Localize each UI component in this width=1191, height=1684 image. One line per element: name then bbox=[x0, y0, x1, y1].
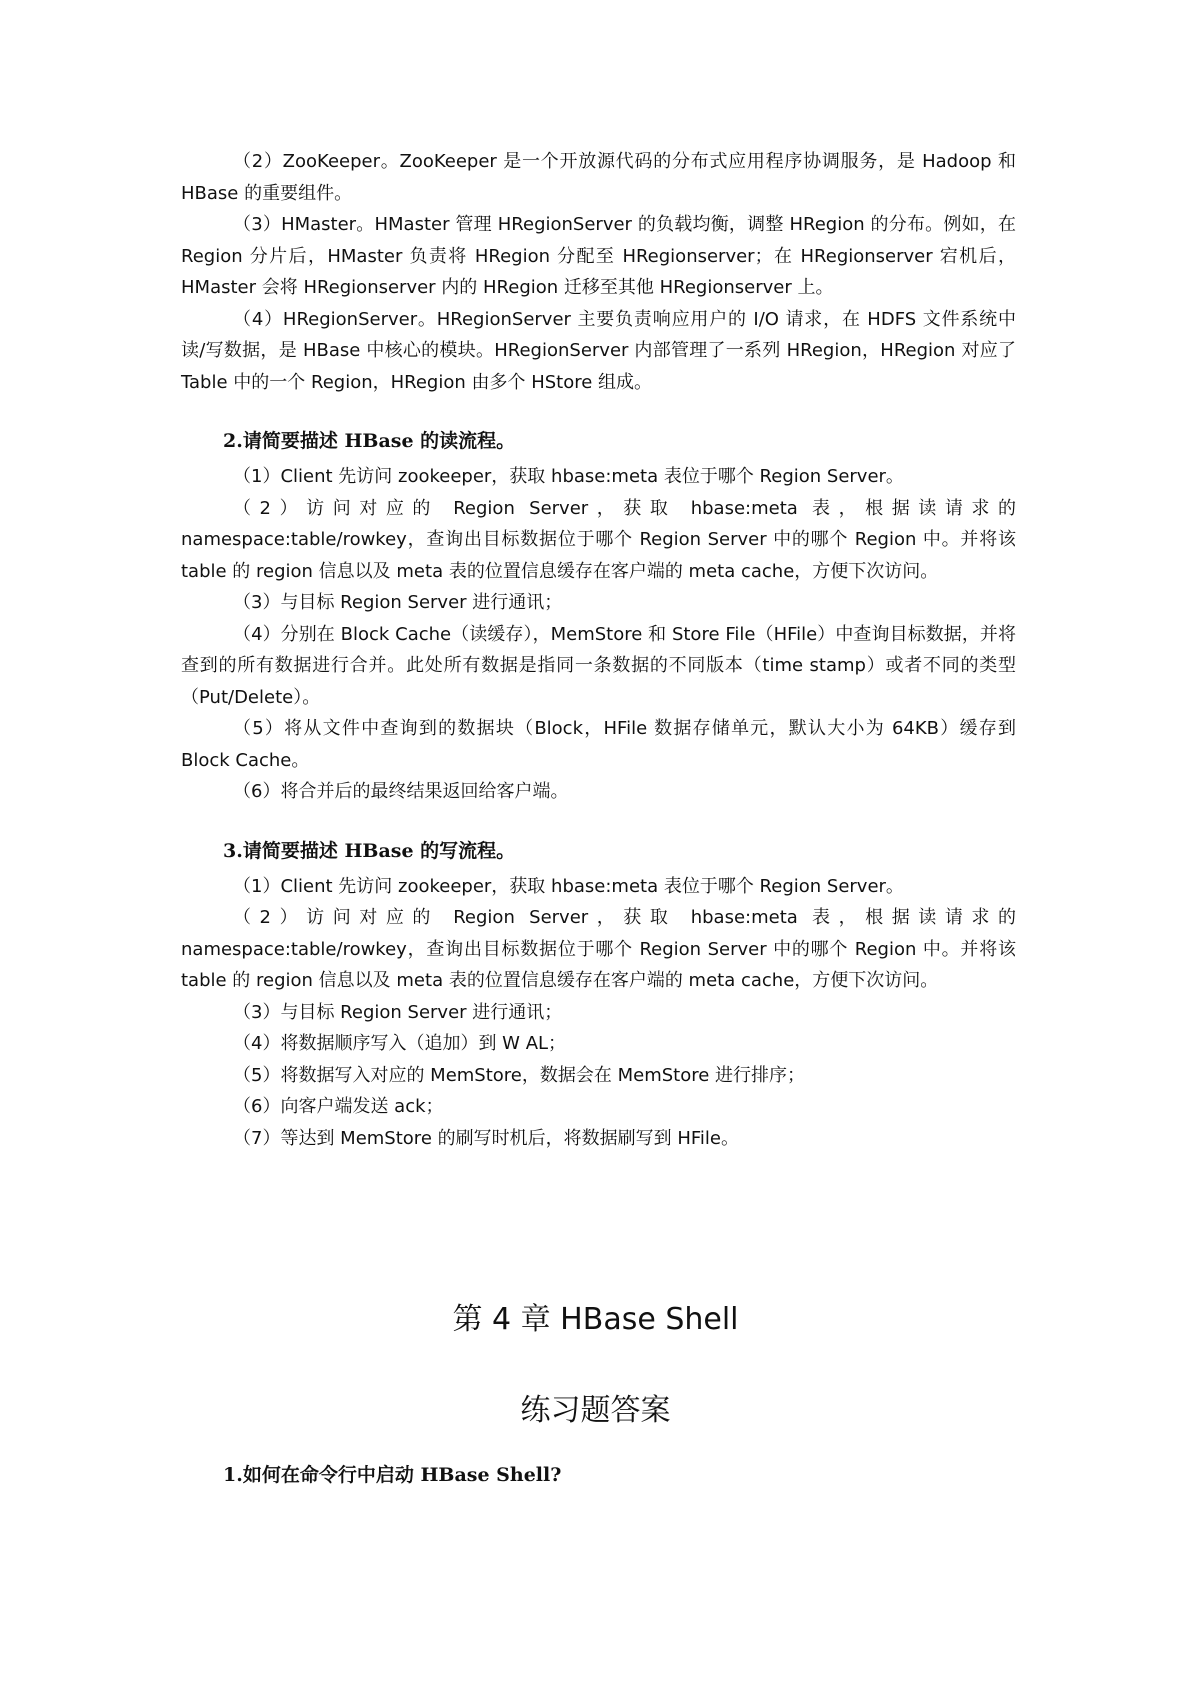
chapter-title: 第 4 章 HBase Shell bbox=[452, 1302, 739, 1338]
write-step-5: （5）将数据写入对应的 MemStore，数据会在 MemStore 进行排序； bbox=[233, 1064, 806, 1086]
paragraph-hmaster: （3）HMaster。HMaster 管理 HRegionServer 的负载均衡，调整 HRegion 的分布。例如，在 Region 分片后，HMaster 负责将 HRegion 分配至 HRegionserver；在 HRegionserver 宕机后，HMaster 会将 HRegionserver 内的 HRegion 迁移至其他 HRegionserver 上。 bbox=[181, 214, 1016, 298]
write-step-7: （7）等达到 MemStore 的刷写时机后，将数据刷写到 HFile。 bbox=[233, 1127, 739, 1149]
read-step-1: （1）Client 先访问 zookeeper，获取 hbase:meta 表位于哪个 Region Server。 bbox=[233, 466, 904, 487]
question-read-flow-heading: 2.请简要描述 HBase 的读流程。 bbox=[223, 430, 516, 452]
write-step-2: （2）访问对应的 Region Server，获取 hbase:meta 表，根据读请求的 namespace:table/rowkey，查询出目标数据位于哪个 Region Server 中的哪个 Region 中。并将该 table 的 region 信息以及 meta 表的位置信息缓存在客户端的 meta cache，方便下次访问。 bbox=[181, 907, 1016, 991]
write-step-1: （1）Client 先访问 zookeeper，获取 hbase:meta 表位于哪个 Region Server。 bbox=[233, 875, 904, 897]
paragraph-zookeeper: （2）ZooKeeper。ZooKeeper 是一个开放源代码的分布式应用程序协调服务，是 Hadoop 和 HBase 的重要组件。 bbox=[181, 151, 1016, 204]
write-step-6: （6）向客户端发送 ack； bbox=[233, 1096, 444, 1117]
read-step-5: （5）将从文件中查询到的数据块（Block，HFile 数据存储单元，默认大小为 64KB）缓存到 Block Cache。 bbox=[181, 718, 1016, 771]
page-content bbox=[181, 146, 1016, 1154]
question-start-shell-heading: 1.如何在命令行中启动 HBase Shell? bbox=[223, 1464, 562, 1486]
read-step-4: （4）分别在 Block Cache（读缓存），MemStore 和 Store File（HFile）中查询目标数据，并将查到的所有数据进行合并。此处所有数据是指同一条数据的不同版本（time stamp）或者不同的类型（Put/Delete）。 bbox=[181, 623, 1016, 708]
spacer bbox=[181, 808, 1016, 836]
chapter-subtitle: 练习题答案 bbox=[520, 1392, 671, 1428]
read-step-6: （6）将合并后的最终结果返回给客户端。 bbox=[233, 781, 569, 802]
read-step-3: （3）与目标 Region Server 进行通讯； bbox=[233, 592, 563, 613]
spacer bbox=[181, 398, 1016, 426]
write-step-3: （3）与目标 Region Server 进行通讯； bbox=[233, 1001, 563, 1023]
write-step-4: （4）将数据顺序写入（追加）到 W AL； bbox=[233, 1033, 567, 1054]
paragraph-hregionserver: （4）HRegionServer。HRegionServer 主要负责响应用户的 I/O 请求，在 HDFS 文件系统中读/写数据，是 HBase 中核心的模块。HRegionServer 内部管理了一系列 HRegion，HRegion 对应了 Table 中的一个 Region，HRegion 由多个 HStore 组成。 bbox=[181, 308, 1016, 393]
read-step-2: （2）访问对应的 Region Server，获取 hbase:meta 表，根据读请求的 namespace:table/rowkey，查询出目标数据位于哪个 Region Server 中的哪个 Region 中。并将该 table 的 region 信息以及 meta 表的位置信息缓存在客户端的 meta cache，方便下次访问。 bbox=[181, 497, 1016, 582]
question-write-flow-heading: 3.请简要描述 HBase 的写流程。 bbox=[223, 839, 516, 862]
